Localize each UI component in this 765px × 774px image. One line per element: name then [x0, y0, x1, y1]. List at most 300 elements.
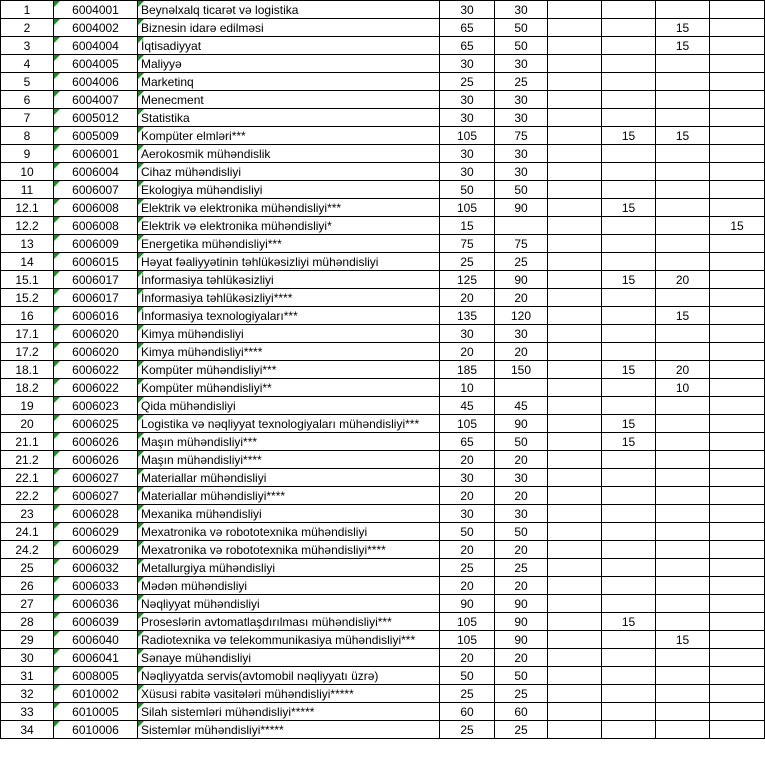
value-col-4-cell[interactable]	[602, 577, 656, 595]
value-col-6-cell[interactable]	[710, 649, 765, 667]
value-col-2-cell[interactable]	[495, 217, 548, 235]
value-col-5-cell[interactable]	[656, 685, 710, 703]
value-col-2-cell[interactable]: 30	[495, 469, 548, 487]
value-col-5-cell[interactable]: 20	[656, 271, 710, 289]
value-col-4-cell[interactable]	[602, 325, 656, 343]
value-col-1-cell[interactable]: 30	[440, 109, 495, 127]
program-name-cell[interactable]: Kompüter elmləri***	[138, 127, 440, 145]
value-col-6-cell[interactable]	[710, 55, 765, 73]
value-col-4-cell[interactable]	[602, 91, 656, 109]
program-name-cell[interactable]: Kimya mühəndisliyi****	[138, 343, 440, 361]
program-name-cell[interactable]: Qida mühəndisliyi	[138, 397, 440, 415]
value-col-5-cell[interactable]	[656, 469, 710, 487]
code-cell[interactable]: 6010005	[54, 703, 138, 721]
value-col-1-cell[interactable]: 45	[440, 397, 495, 415]
value-col-4-cell[interactable]: 15	[602, 361, 656, 379]
code-cell[interactable]: 6005012	[54, 109, 138, 127]
code-cell[interactable]: 6006001	[54, 145, 138, 163]
program-name-cell[interactable]: Marketinq	[138, 73, 440, 91]
value-col-1-cell[interactable]: 20	[440, 451, 495, 469]
value-col-2-cell[interactable]: 30	[495, 1, 548, 19]
value-col-1-cell[interactable]: 20	[440, 649, 495, 667]
code-cell[interactable]: 6010006	[54, 721, 138, 739]
value-col-2-cell[interactable]: 60	[495, 703, 548, 721]
value-col-2-cell[interactable]: 75	[495, 235, 548, 253]
value-col-4-cell[interactable]: 15	[602, 127, 656, 145]
value-col-2-cell[interactable]: 25	[495, 253, 548, 271]
value-col-2-cell[interactable]: 50	[495, 181, 548, 199]
value-col-5-cell[interactable]	[656, 73, 710, 91]
program-name-cell[interactable]: Həyat fəaliyyətinin təhlükəsizliyi mühəndisliyi	[138, 253, 440, 271]
value-col-4-cell[interactable]	[602, 235, 656, 253]
value-col-2-cell[interactable]: 50	[495, 37, 548, 55]
row-number-cell[interactable]: 12.1	[1, 199, 54, 217]
value-col-5-cell[interactable]	[656, 397, 710, 415]
value-col-2-cell[interactable]: 20	[495, 577, 548, 595]
value-col-4-cell[interactable]	[602, 19, 656, 37]
program-name-cell[interactable]: Radiotexnika və telekommunikasiya mühəndisliyi***	[138, 631, 440, 649]
value-col-3-cell[interactable]	[548, 667, 602, 685]
value-col-3-cell[interactable]	[548, 379, 602, 397]
program-name-cell[interactable]: İqtisadiyyat	[138, 37, 440, 55]
value-col-2-cell[interactable]: 50	[495, 433, 548, 451]
row-number-cell[interactable]: 19	[1, 397, 54, 415]
row-number-cell[interactable]: 10	[1, 163, 54, 181]
value-col-3-cell[interactable]	[548, 559, 602, 577]
value-col-3-cell[interactable]	[548, 289, 602, 307]
value-col-5-cell[interactable]	[656, 325, 710, 343]
row-number-cell[interactable]: 18.2	[1, 379, 54, 397]
value-col-2-cell[interactable]: 50	[495, 523, 548, 541]
row-number-cell[interactable]: 28	[1, 613, 54, 631]
value-col-6-cell[interactable]	[710, 109, 765, 127]
value-col-4-cell[interactable]	[602, 1, 656, 19]
row-number-cell[interactable]: 5	[1, 73, 54, 91]
value-col-3-cell[interactable]	[548, 415, 602, 433]
value-col-6-cell[interactable]	[710, 703, 765, 721]
row-number-cell[interactable]: 31	[1, 667, 54, 685]
value-col-6-cell[interactable]	[710, 415, 765, 433]
value-col-1-cell[interactable]: 25	[440, 685, 495, 703]
value-col-3-cell[interactable]	[548, 721, 602, 739]
row-number-cell[interactable]: 14	[1, 253, 54, 271]
value-col-1-cell[interactable]: 10	[440, 379, 495, 397]
value-col-1-cell[interactable]: 75	[440, 235, 495, 253]
value-col-4-cell[interactable]	[602, 163, 656, 181]
value-col-2-cell[interactable]: 25	[495, 721, 548, 739]
value-col-2-cell[interactable]	[495, 379, 548, 397]
value-col-6-cell[interactable]	[710, 37, 765, 55]
value-col-5-cell[interactable]	[656, 181, 710, 199]
value-col-4-cell[interactable]	[602, 649, 656, 667]
code-cell[interactable]: 6010002	[54, 685, 138, 703]
value-col-6-cell[interactable]	[710, 73, 765, 91]
value-col-6-cell[interactable]	[710, 613, 765, 631]
program-name-cell[interactable]: Mexatronika və robototexnika mühəndisliyi	[138, 523, 440, 541]
value-col-1-cell[interactable]: 25	[440, 559, 495, 577]
code-cell[interactable]: 6004007	[54, 91, 138, 109]
program-name-cell[interactable]: Sistemlər mühəndisliyi*****	[138, 721, 440, 739]
code-cell[interactable]: 6006022	[54, 379, 138, 397]
value-col-1-cell[interactable]: 105	[440, 127, 495, 145]
value-col-6-cell[interactable]	[710, 91, 765, 109]
code-cell[interactable]: 6006032	[54, 559, 138, 577]
value-col-3-cell[interactable]	[548, 145, 602, 163]
value-col-1-cell[interactable]: 20	[440, 343, 495, 361]
value-col-1-cell[interactable]: 105	[440, 199, 495, 217]
value-col-1-cell[interactable]: 30	[440, 91, 495, 109]
code-cell[interactable]: 6006017	[54, 289, 138, 307]
value-col-2-cell[interactable]: 30	[495, 163, 548, 181]
value-col-5-cell[interactable]	[656, 415, 710, 433]
program-name-cell[interactable]: Mədən mühəndisliyi	[138, 577, 440, 595]
value-col-5-cell[interactable]	[656, 289, 710, 307]
value-col-1-cell[interactable]: 65	[440, 37, 495, 55]
value-col-2-cell[interactable]: 25	[495, 559, 548, 577]
value-col-2-cell[interactable]: 90	[495, 631, 548, 649]
value-col-6-cell[interactable]	[710, 541, 765, 559]
value-col-3-cell[interactable]	[548, 307, 602, 325]
value-col-4-cell[interactable]	[602, 559, 656, 577]
value-col-5-cell[interactable]	[656, 487, 710, 505]
row-number-cell[interactable]: 25	[1, 559, 54, 577]
value-col-6-cell[interactable]	[710, 235, 765, 253]
value-col-2-cell[interactable]: 30	[495, 109, 548, 127]
value-col-6-cell[interactable]: 15	[710, 217, 765, 235]
program-name-cell[interactable]: Biznesin idarə edilməsi	[138, 19, 440, 37]
value-col-3-cell[interactable]	[548, 343, 602, 361]
value-col-2-cell[interactable]: 25	[495, 73, 548, 91]
value-col-5-cell[interactable]	[656, 649, 710, 667]
value-col-4-cell[interactable]: 15	[602, 271, 656, 289]
program-name-cell[interactable]: Silah sistemləri mühəndisliyi*****	[138, 703, 440, 721]
program-name-cell[interactable]: Statistika	[138, 109, 440, 127]
value-col-5-cell[interactable]: 15	[656, 19, 710, 37]
program-name-cell[interactable]: İnformasiya texnologiyaları***	[138, 307, 440, 325]
value-col-2-cell[interactable]: 90	[495, 271, 548, 289]
value-col-4-cell[interactable]	[602, 667, 656, 685]
value-col-2-cell[interactable]: 90	[495, 199, 548, 217]
value-col-1-cell[interactable]: 60	[440, 703, 495, 721]
row-number-cell[interactable]: 1	[1, 1, 54, 19]
code-cell[interactable]: 6006023	[54, 397, 138, 415]
code-cell[interactable]: 6006009	[54, 235, 138, 253]
value-col-1-cell[interactable]: 90	[440, 595, 495, 613]
program-name-cell[interactable]: Nəqliyyat mühəndisliyi	[138, 595, 440, 613]
value-col-3-cell[interactable]	[548, 271, 602, 289]
code-cell[interactable]: 6006020	[54, 325, 138, 343]
value-col-6-cell[interactable]	[710, 1, 765, 19]
value-col-1-cell[interactable]: 20	[440, 541, 495, 559]
code-cell[interactable]: 6006022	[54, 361, 138, 379]
value-col-5-cell[interactable]: 15	[656, 307, 710, 325]
value-col-5-cell[interactable]: 20	[656, 361, 710, 379]
value-col-3-cell[interactable]	[548, 631, 602, 649]
value-col-1-cell[interactable]: 20	[440, 289, 495, 307]
row-number-cell[interactable]: 20	[1, 415, 54, 433]
value-col-5-cell[interactable]	[656, 109, 710, 127]
program-name-cell[interactable]: Menecment	[138, 91, 440, 109]
program-name-cell[interactable]: Beynəlxalq ticarət və logistika	[138, 1, 440, 19]
program-name-cell[interactable]: Nəqliyyatda servis(avtomobil nəqliyyatı üzrə)	[138, 667, 440, 685]
value-col-2-cell[interactable]: 20	[495, 487, 548, 505]
row-number-cell[interactable]: 2	[1, 19, 54, 37]
code-cell[interactable]: 6006017	[54, 271, 138, 289]
code-cell[interactable]: 6006041	[54, 649, 138, 667]
value-col-3-cell[interactable]	[548, 37, 602, 55]
row-number-cell[interactable]: 7	[1, 109, 54, 127]
value-col-1-cell[interactable]: 125	[440, 271, 495, 289]
value-col-5-cell[interactable]	[656, 451, 710, 469]
code-cell[interactable]: 6004005	[54, 55, 138, 73]
row-number-cell[interactable]: 21.2	[1, 451, 54, 469]
code-cell[interactable]: 6004002	[54, 19, 138, 37]
program-name-cell[interactable]: Mexatronika və robototexnika mühəndisliyi****	[138, 541, 440, 559]
value-col-2-cell[interactable]: 25	[495, 685, 548, 703]
program-name-cell[interactable]: Proseslərin avtomatlaşdırılması mühəndisliyi***	[138, 613, 440, 631]
value-col-3-cell[interactable]	[548, 361, 602, 379]
value-col-3-cell[interactable]	[548, 433, 602, 451]
value-col-5-cell[interactable]	[656, 577, 710, 595]
row-number-cell[interactable]: 4	[1, 55, 54, 73]
value-col-1-cell[interactable]: 50	[440, 523, 495, 541]
value-col-6-cell[interactable]	[710, 127, 765, 145]
value-col-3-cell[interactable]	[548, 109, 602, 127]
program-name-cell[interactable]: Aerokosmik mühəndislik	[138, 145, 440, 163]
value-col-1-cell[interactable]: 30	[440, 145, 495, 163]
value-col-2-cell[interactable]: 75	[495, 127, 548, 145]
value-col-4-cell[interactable]	[602, 595, 656, 613]
value-col-6-cell[interactable]	[710, 595, 765, 613]
program-name-cell[interactable]: Kompüter mühəndisliyi**	[138, 379, 440, 397]
value-col-3-cell[interactable]	[548, 523, 602, 541]
code-cell[interactable]: 6006027	[54, 487, 138, 505]
value-col-4-cell[interactable]	[602, 721, 656, 739]
row-number-cell[interactable]: 18.1	[1, 361, 54, 379]
program-name-cell[interactable]: Sənaye mühəndisliyi	[138, 649, 440, 667]
value-col-6-cell[interactable]	[710, 181, 765, 199]
value-col-5-cell[interactable]	[656, 343, 710, 361]
row-number-cell[interactable]: 17.1	[1, 325, 54, 343]
value-col-1-cell[interactable]: 25	[440, 721, 495, 739]
value-col-6-cell[interactable]	[710, 253, 765, 271]
code-cell[interactable]: 6004004	[54, 37, 138, 55]
value-col-2-cell[interactable]: 20	[495, 343, 548, 361]
code-cell[interactable]: 6006027	[54, 469, 138, 487]
value-col-4-cell[interactable]	[602, 307, 656, 325]
value-col-2-cell[interactable]: 30	[495, 91, 548, 109]
value-col-5-cell[interactable]	[656, 145, 710, 163]
value-col-6-cell[interactable]	[710, 163, 765, 181]
program-name-cell[interactable]: Logistika və nəqliyyat texnologiyaları mühəndisliyi***	[138, 415, 440, 433]
code-cell[interactable]: 6006008	[54, 199, 138, 217]
value-col-5-cell[interactable]: 15	[656, 37, 710, 55]
value-col-6-cell[interactable]	[710, 631, 765, 649]
value-col-5-cell[interactable]	[656, 163, 710, 181]
value-col-4-cell[interactable]	[602, 451, 656, 469]
value-col-4-cell[interactable]	[602, 55, 656, 73]
code-cell[interactable]: 6006029	[54, 541, 138, 559]
row-number-cell[interactable]: 8	[1, 127, 54, 145]
row-number-cell[interactable]: 26	[1, 577, 54, 595]
value-col-1-cell[interactable]: 50	[440, 667, 495, 685]
code-cell[interactable]: 6006026	[54, 451, 138, 469]
value-col-1-cell[interactable]: 25	[440, 73, 495, 91]
value-col-3-cell[interactable]	[548, 325, 602, 343]
value-col-3-cell[interactable]	[548, 397, 602, 415]
value-col-6-cell[interactable]	[710, 577, 765, 595]
value-col-5-cell[interactable]	[656, 505, 710, 523]
value-col-3-cell[interactable]	[548, 505, 602, 523]
value-col-2-cell[interactable]: 30	[495, 145, 548, 163]
row-number-cell[interactable]: 6	[1, 91, 54, 109]
value-col-4-cell[interactable]	[602, 379, 656, 397]
value-col-5-cell[interactable]	[656, 721, 710, 739]
value-col-6-cell[interactable]	[710, 721, 765, 739]
code-cell[interactable]: 6006036	[54, 595, 138, 613]
value-col-5-cell[interactable]	[656, 667, 710, 685]
value-col-6-cell[interactable]	[710, 361, 765, 379]
value-col-6-cell[interactable]	[710, 487, 765, 505]
value-col-1-cell[interactable]: 105	[440, 613, 495, 631]
value-col-2-cell[interactable]: 90	[495, 415, 548, 433]
value-col-5-cell[interactable]	[656, 541, 710, 559]
value-col-2-cell[interactable]: 120	[495, 307, 548, 325]
row-number-cell[interactable]: 13	[1, 235, 54, 253]
code-cell[interactable]: 6004001	[54, 1, 138, 19]
value-col-4-cell[interactable]: 15	[602, 433, 656, 451]
value-col-5-cell[interactable]	[656, 559, 710, 577]
code-cell[interactable]: 6006028	[54, 505, 138, 523]
value-col-5-cell[interactable]	[656, 613, 710, 631]
value-col-1-cell[interactable]: 20	[440, 487, 495, 505]
row-number-cell[interactable]: 32	[1, 685, 54, 703]
code-cell[interactable]: 6006026	[54, 433, 138, 451]
value-col-5-cell[interactable]	[656, 253, 710, 271]
row-number-cell[interactable]: 11	[1, 181, 54, 199]
value-col-3-cell[interactable]	[548, 91, 602, 109]
value-col-6-cell[interactable]	[710, 523, 765, 541]
value-col-1-cell[interactable]: 65	[440, 433, 495, 451]
code-cell[interactable]: 6006040	[54, 631, 138, 649]
value-col-6-cell[interactable]	[710, 433, 765, 451]
code-cell[interactable]: 6006025	[54, 415, 138, 433]
value-col-3-cell[interactable]	[548, 487, 602, 505]
value-col-4-cell[interactable]	[602, 109, 656, 127]
value-col-4-cell[interactable]	[602, 541, 656, 559]
value-col-4-cell[interactable]	[602, 523, 656, 541]
value-col-1-cell[interactable]: 30	[440, 325, 495, 343]
value-col-1-cell[interactable]: 15	[440, 217, 495, 235]
value-col-3-cell[interactable]	[548, 181, 602, 199]
code-cell[interactable]: 6006029	[54, 523, 138, 541]
code-cell[interactable]: 6006020	[54, 343, 138, 361]
row-number-cell[interactable]: 12.2	[1, 217, 54, 235]
program-name-cell[interactable]: Kimya mühəndisliyi	[138, 325, 440, 343]
row-number-cell[interactable]: 27	[1, 595, 54, 613]
code-cell[interactable]: 6006033	[54, 577, 138, 595]
value-col-2-cell[interactable]: 20	[495, 541, 548, 559]
value-col-2-cell[interactable]: 20	[495, 451, 548, 469]
value-col-4-cell[interactable]	[602, 73, 656, 91]
value-col-6-cell[interactable]	[710, 685, 765, 703]
row-number-cell[interactable]: 34	[1, 721, 54, 739]
value-col-3-cell[interactable]	[548, 253, 602, 271]
value-col-1-cell[interactable]: 65	[440, 19, 495, 37]
value-col-1-cell[interactable]: 50	[440, 181, 495, 199]
program-name-cell[interactable]: Materiallar mühəndisliyi****	[138, 487, 440, 505]
program-name-cell[interactable]: Xüsusi rabitə vasitələri mühəndisliyi*****	[138, 685, 440, 703]
value-col-5-cell[interactable]: 15	[656, 631, 710, 649]
value-col-4-cell[interactable]	[602, 685, 656, 703]
value-col-4-cell[interactable]	[602, 289, 656, 307]
code-cell[interactable]: 6006039	[54, 613, 138, 631]
value-col-3-cell[interactable]	[548, 451, 602, 469]
code-cell[interactable]: 6005009	[54, 127, 138, 145]
row-number-cell[interactable]: 15.2	[1, 289, 54, 307]
value-col-6-cell[interactable]	[710, 667, 765, 685]
program-name-cell[interactable]: Maşın mühəndisliyi***	[138, 433, 440, 451]
value-col-3-cell[interactable]	[548, 127, 602, 145]
value-col-5-cell[interactable]: 10	[656, 379, 710, 397]
value-col-2-cell[interactable]: 90	[495, 595, 548, 613]
program-name-cell[interactable]: Energetika mühəndisliyi***	[138, 235, 440, 253]
row-number-cell[interactable]: 29	[1, 631, 54, 649]
value-col-2-cell[interactable]: 30	[495, 325, 548, 343]
value-col-3-cell[interactable]	[548, 1, 602, 19]
value-col-2-cell[interactable]: 20	[495, 289, 548, 307]
value-col-3-cell[interactable]	[548, 217, 602, 235]
value-col-1-cell[interactable]: 185	[440, 361, 495, 379]
value-col-1-cell[interactable]: 30	[440, 55, 495, 73]
value-col-3-cell[interactable]	[548, 199, 602, 217]
value-col-3-cell[interactable]	[548, 541, 602, 559]
program-name-cell[interactable]: Kompüter mühəndisliyi***	[138, 361, 440, 379]
value-col-4-cell[interactable]	[602, 253, 656, 271]
program-name-cell[interactable]: Metallurgiya mühəndisliyi	[138, 559, 440, 577]
row-number-cell[interactable]: 33	[1, 703, 54, 721]
value-col-2-cell[interactable]: 150	[495, 361, 548, 379]
value-col-3-cell[interactable]	[548, 19, 602, 37]
value-col-6-cell[interactable]	[710, 19, 765, 37]
value-col-6-cell[interactable]	[710, 397, 765, 415]
row-number-cell[interactable]: 22.1	[1, 469, 54, 487]
value-col-6-cell[interactable]	[710, 289, 765, 307]
value-col-3-cell[interactable]	[548, 469, 602, 487]
value-col-6-cell[interactable]	[710, 343, 765, 361]
value-col-2-cell[interactable]: 20	[495, 649, 548, 667]
program-name-cell[interactable]: İnformasiya təhlükəsizliyi	[138, 271, 440, 289]
value-col-1-cell[interactable]: 30	[440, 163, 495, 181]
value-col-4-cell[interactable]	[602, 505, 656, 523]
value-col-3-cell[interactable]	[548, 577, 602, 595]
value-col-4-cell[interactable]	[602, 217, 656, 235]
program-name-cell[interactable]: Ekologiya mühəndisliyi	[138, 181, 440, 199]
value-col-1-cell[interactable]: 20	[440, 577, 495, 595]
value-col-3-cell[interactable]	[548, 55, 602, 73]
row-number-cell[interactable]: 9	[1, 145, 54, 163]
value-col-4-cell[interactable]	[602, 631, 656, 649]
value-col-6-cell[interactable]	[710, 451, 765, 469]
value-col-1-cell[interactable]: 30	[440, 469, 495, 487]
value-col-4-cell[interactable]: 15	[602, 613, 656, 631]
row-number-cell[interactable]: 24.2	[1, 541, 54, 559]
program-name-cell[interactable]: Elektrik və elektronika mühəndisliyi*	[138, 217, 440, 235]
row-number-cell[interactable]: 21.1	[1, 433, 54, 451]
value-col-4-cell[interactable]: 15	[602, 199, 656, 217]
value-col-2-cell[interactable]: 90	[495, 613, 548, 631]
value-col-5-cell[interactable]	[656, 91, 710, 109]
